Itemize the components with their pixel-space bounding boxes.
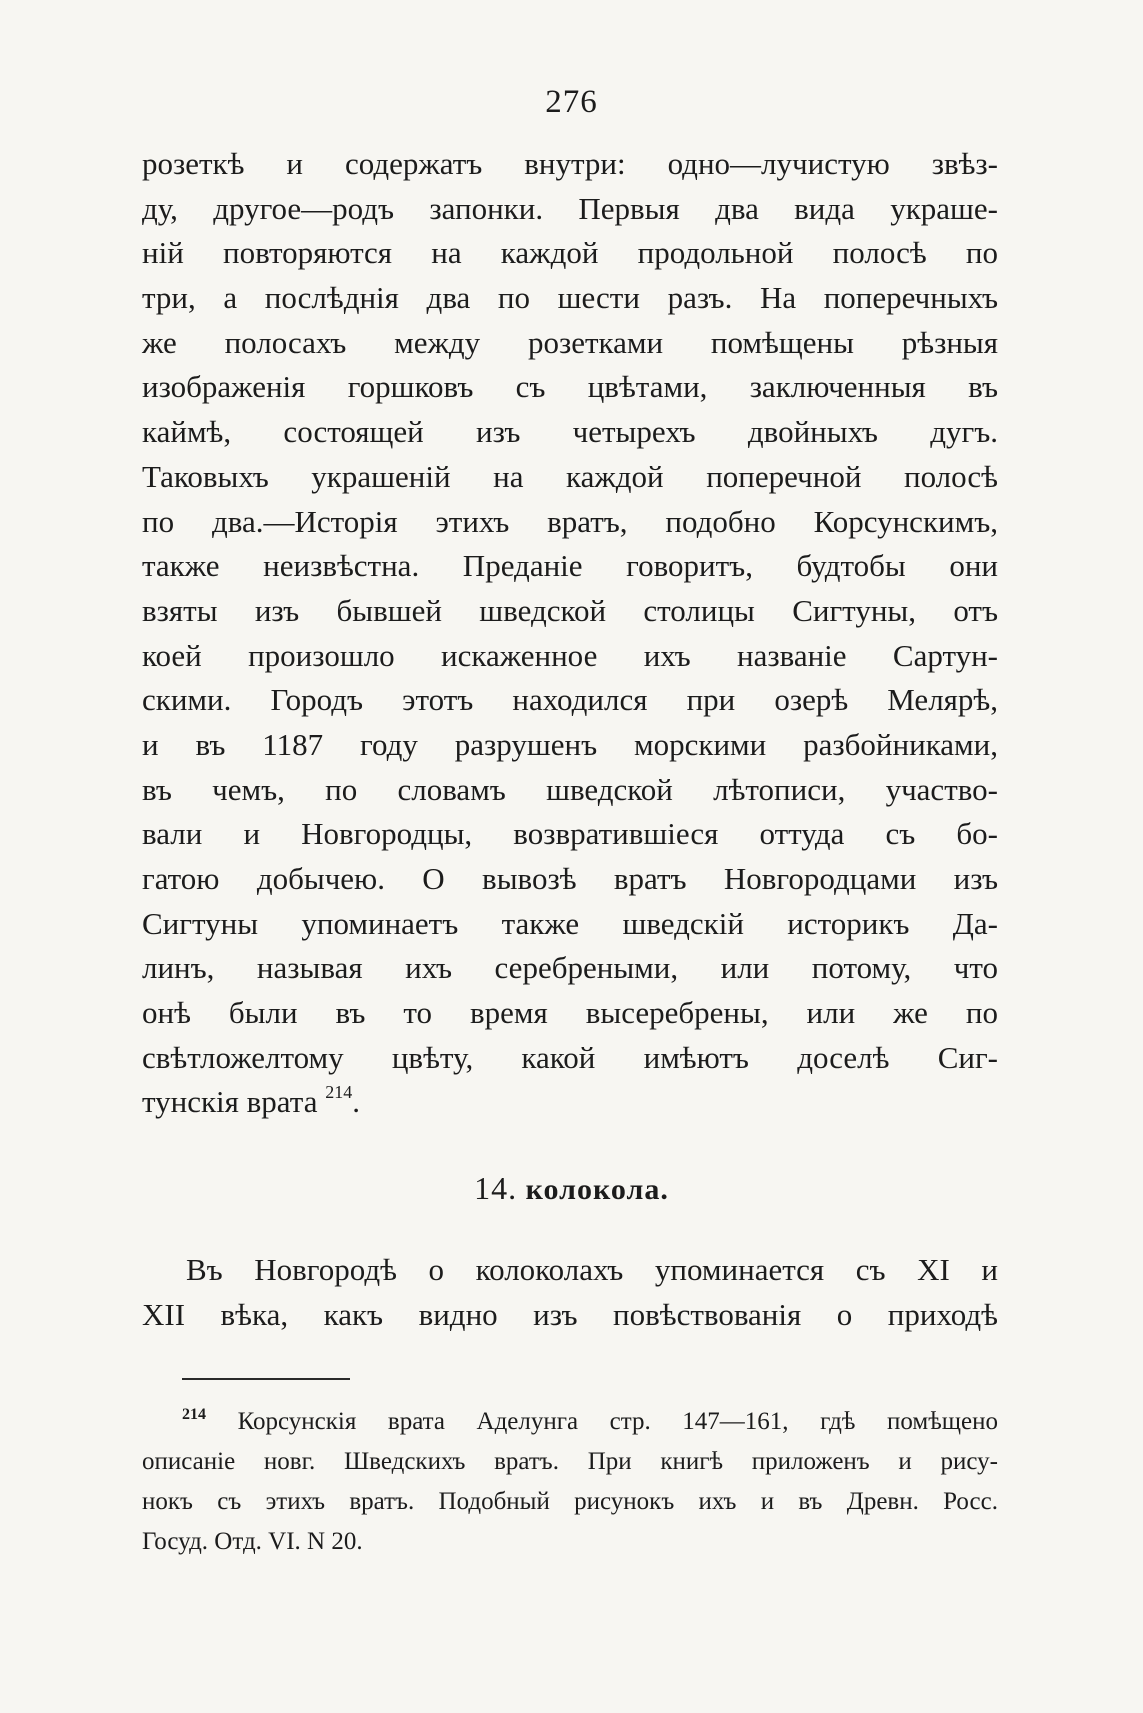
text-line: въ чемъ, по словамъ шведской лѣтописи, участво- (142, 771, 998, 807)
footnote-line: описаніе новг. Шведскихъ вратъ. При книгѣ приложенъ и рису- (142, 1448, 998, 1475)
text-line-last-words: тунскія врата (142, 1084, 318, 1120)
text-line: также неизвѣстна. Преданіе говоритъ, будтобы они (142, 548, 998, 584)
footnote-line (142, 1402, 998, 1442)
text-line: Таковыхъ украшеній на каждой поперечной полосѣ (142, 458, 998, 494)
text-line: онѣ были въ то время высеребрены, или же по (142, 995, 998, 1031)
footnote-separator (182, 1378, 350, 1380)
text-line-last (142, 1080, 998, 1125)
text-line: ній повторяются на каждой продольной полосѣ по (142, 235, 998, 271)
text-line: Сигтуны упоминаетъ также шведскій историкъ Да- (142, 905, 998, 941)
text-line: гатою добычею. О вывозѣ вратъ Новгородцами изъ (142, 861, 998, 896)
text-line: каймѣ, состоящей изъ четырехъ двойныхъ дугъ. (142, 414, 998, 450)
body-text (142, 142, 998, 1125)
text-line: розеткѣ и содержатъ внутри: одно—лучистую звѣз- (142, 146, 998, 181)
footnote (142, 1402, 998, 1562)
text-line: скими. Городъ этотъ находился при озерѣ Мелярѣ, (142, 682, 998, 718)
text-line: и въ 1187 году разрушенъ морскими разбойниками, (142, 726, 998, 762)
section-text (142, 1248, 998, 1337)
text-line: изображенія горшковъ съ цвѣтами, заключенныя въ (142, 369, 998, 405)
text-line: по два.—Исторія этихъ вратъ, подобно Корсунскимъ, (142, 503, 998, 539)
section-heading (0, 1170, 1143, 1207)
text-line: ду, другое—родъ запонки. Первыя два вида украше- (142, 190, 998, 226)
text-line: же полосахъ между розетками помѣщены рѣзныя (142, 324, 998, 360)
section-number: 14. (474, 1170, 518, 1206)
section-title: колокола. (525, 1173, 669, 1206)
page-number: 276 (545, 84, 598, 120)
text-line: Въ Новгородѣ о колоколахъ упоминается съ XI и (186, 1252, 998, 1287)
text-line: коей произошло искаженное ихъ названіе Сартун- (142, 637, 998, 673)
text-line: линъ, называя ихъ серебреными, или потому, что (142, 950, 998, 986)
footnote-reference: 214 (325, 1082, 353, 1103)
footnote-line-text: Корсунскія врата Аделунга стр. 147—161, гдѣ помѣщено (237, 1408, 998, 1435)
footnote-line: нокъ съ этихъ вратъ. Подобный рисунокъ ихъ и въ Древн. Росс. (142, 1488, 998, 1515)
text-line: свѣтложелтому цвѣту, какой имѣютъ доселѣ Сиг- (142, 1039, 998, 1075)
text-line: XII вѣка, какъ видно изъ повѣствованія о приходѣ (142, 1296, 998, 1332)
text-line: три, а послѣднія два по шести разъ. На поперечныхъ (142, 280, 998, 316)
text-line: вали и Новгородцы, возвратившіеся оттуда съ бо- (142, 816, 998, 852)
footnote-line: Госуд. Отд. VI. N 20. (142, 1528, 363, 1555)
text-line: взяты изъ бывшей шведской столицы Сигтуны, отъ (142, 592, 998, 628)
closing-period: . (352, 1084, 360, 1120)
footnote-mark: 214 (182, 1406, 206, 1423)
